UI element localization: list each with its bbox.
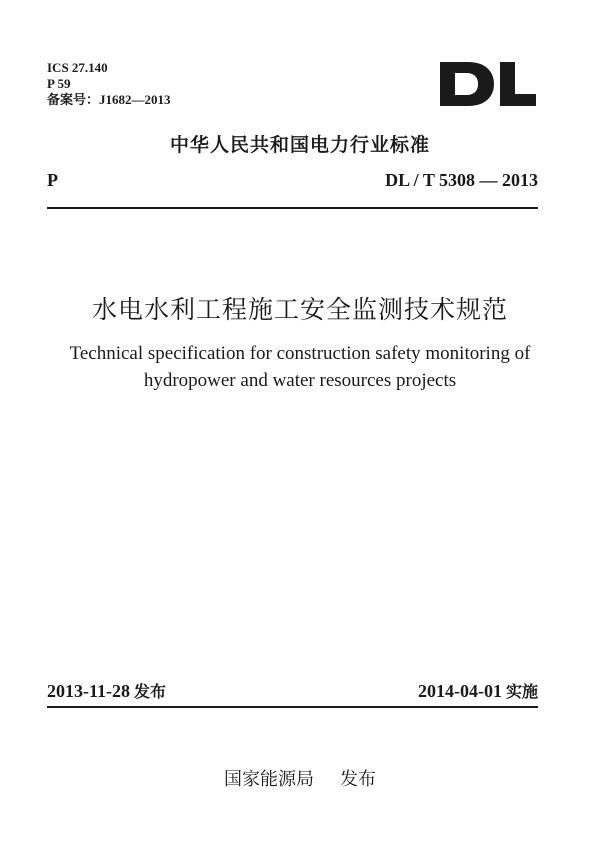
dl-logo-letter-d bbox=[440, 62, 494, 106]
classification-letter: P bbox=[47, 170, 58, 190]
classification-block bbox=[47, 60, 171, 108]
issue-label: 发布 bbox=[134, 682, 167, 701]
dl-logo-letter-l bbox=[500, 62, 536, 106]
publisher-label: 发布 bbox=[340, 769, 376, 790]
bottom-divider bbox=[47, 706, 538, 708]
record-number: 备案号：J1682—2013 bbox=[47, 92, 171, 107]
issue-date: 2013-11-28 bbox=[47, 681, 130, 701]
standard-number: DL / T 5308 — 2013 bbox=[385, 170, 538, 190]
title-english bbox=[0, 340, 600, 394]
implementation-date: 2014-04-01 bbox=[417, 681, 502, 701]
title-chinese: 水电水利工程施工安全监测技术规范 bbox=[91, 295, 508, 324]
implementation-date-block bbox=[418, 679, 538, 702]
implementation-label: 实施 bbox=[505, 682, 538, 701]
top-divider bbox=[47, 207, 538, 209]
title-english-line-1: Technical specification for construction safety monitoring of bbox=[69, 343, 531, 364]
publisher-block bbox=[0, 765, 600, 791]
industry-standard-title: 中华人民共和国电力行业标准 bbox=[169, 134, 430, 156]
issue-date-block bbox=[47, 679, 166, 702]
dl-logo bbox=[438, 60, 538, 108]
title-english-line-2: hydropower and water resources projects bbox=[143, 370, 457, 391]
category-code: P 59 bbox=[47, 76, 71, 91]
publisher-name: 国家能源局 bbox=[224, 769, 314, 790]
ics-code: ICS 27.140 bbox=[47, 60, 108, 75]
